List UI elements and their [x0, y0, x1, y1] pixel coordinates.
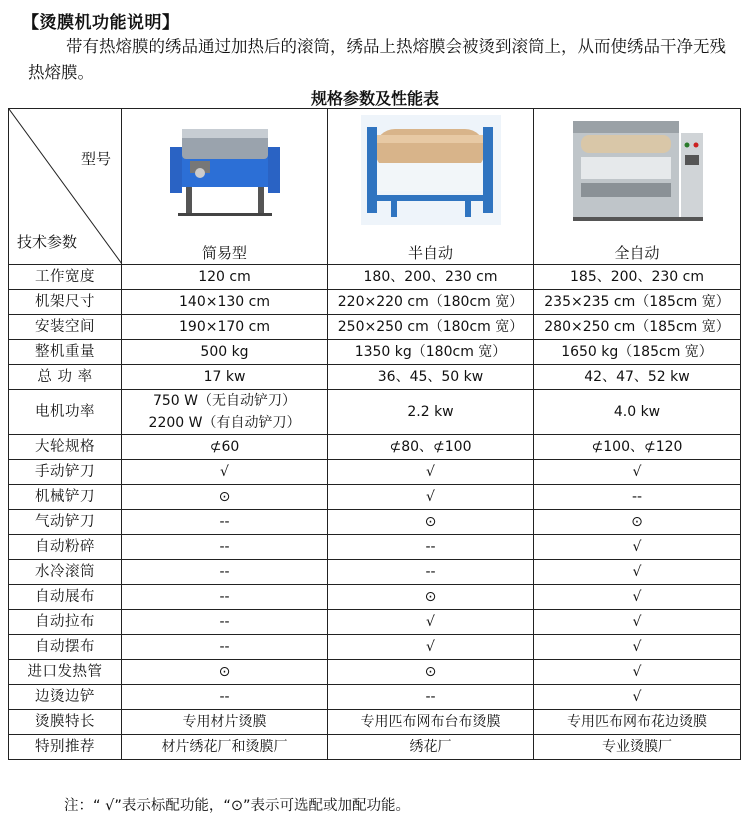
value-cell: √ [534, 585, 741, 610]
value-cell: 专用匹布网布台布烫膜 [328, 710, 534, 735]
value-cell: 235×235 cm（185cm 宽） [534, 290, 741, 315]
value-cell: √ [534, 660, 741, 685]
spec-table [8, 108, 741, 760]
table-row [9, 610, 741, 635]
param-name: 安装空间 [9, 315, 122, 340]
param-name: 进口发热管 [9, 660, 122, 685]
param-name: 机械铲刀 [9, 485, 122, 510]
value-cell: -- [122, 685, 328, 710]
diagonal-header-cell [9, 109, 122, 265]
value-cell: 专用匹布网布花边烫膜 [534, 710, 741, 735]
table-row [9, 315, 741, 340]
model-label: 型号 [80, 150, 111, 168]
section-heading: 【烫膜机功能说明】 [22, 13, 180, 33]
value-cell: ⊙ [122, 660, 328, 685]
value-cell: 36、45、50 kw [328, 365, 534, 390]
model-name-simple: 简易型 [201, 244, 247, 262]
value-cell: ⊙ [122, 485, 328, 510]
full-auto-ironing-machine-photo [567, 115, 707, 225]
value-cell: -- [122, 535, 328, 560]
table-row [9, 535, 741, 560]
table-row [9, 390, 741, 435]
table-row [9, 290, 741, 315]
param-name: 机架尺寸 [9, 290, 122, 315]
value-cell: -- [328, 685, 534, 710]
value-cell: ⊙ [328, 585, 534, 610]
value-cell: -- [328, 535, 534, 560]
table-row [9, 265, 741, 290]
value-cell: ⊙ [328, 510, 534, 535]
value-cell: -- [122, 635, 328, 660]
value-cell: √ [534, 460, 741, 485]
value-cell: 绣花厂 [328, 735, 534, 760]
value-cell: √ [534, 635, 741, 660]
value-cell: 17 kw [122, 365, 328, 390]
model-cell-simple [122, 109, 328, 265]
value-cell: √ [534, 610, 741, 635]
param-name: 特别推荐 [9, 735, 122, 760]
table-row [9, 510, 741, 535]
table-row [9, 340, 741, 365]
model-name-semi: 半自动 [407, 244, 453, 262]
param-name: 自动粉碎 [9, 535, 122, 560]
table-row [9, 660, 741, 685]
value-line: 2200 W（有自动铲刀） [148, 415, 301, 431]
legend-note: 注：“ √”表示标配功能，“⊙”表示可选配或加配功能。 [64, 798, 411, 814]
model-name-full: 全自动 [614, 244, 660, 262]
value-cell: ⊙ [534, 510, 741, 535]
model-cell-semi [328, 109, 534, 265]
value-cell: 180、200、230 cm [328, 265, 534, 290]
value-cell: -- [122, 585, 328, 610]
value-cell: 2.2 kw [328, 390, 534, 435]
intro-paragraph [28, 34, 728, 86]
value-cell: -- [122, 510, 328, 535]
value-cell [122, 390, 328, 435]
value-cell: -- [122, 560, 328, 585]
value-cell: √ [534, 685, 741, 710]
simple-ironing-machine-photo [160, 115, 290, 220]
value-cell: √ [328, 610, 534, 635]
value-cell: 185、200、230 cm [534, 265, 741, 290]
param-label: 技术参数 [17, 233, 78, 251]
table-row [9, 685, 741, 710]
value-cell: 4.0 kw [534, 390, 741, 435]
value-cell: 280×250 cm（185cm 宽） [534, 315, 741, 340]
value-cell: √ [328, 635, 534, 660]
intro-text: 带有热熔膜的绣品通过加热后的滚筒，绣品上热熔膜会被烫到滚筒上，从而使绣品干净无残热熔膜。 [28, 37, 726, 82]
table-row [9, 485, 741, 510]
value-cell: 500 kg [122, 340, 328, 365]
table-row [9, 560, 741, 585]
value-cell: 专用材片烫膜 [122, 710, 328, 735]
value-cell: √ [328, 485, 534, 510]
value-cell: ⊄100、⊄120 [534, 435, 741, 460]
param-name: 气动铲刀 [9, 510, 122, 535]
value-cell: 42、47、52 kw [534, 365, 741, 390]
table-row [9, 635, 741, 660]
value-cell: 1350 kg（180cm 宽） [328, 340, 534, 365]
value-cell: 140×130 cm [122, 290, 328, 315]
value-cell: ⊄80、⊄100 [328, 435, 534, 460]
value-cell: 220×220 cm（180cm 宽） [328, 290, 534, 315]
value-cell: 材片绣花厂和烫膜厂 [122, 735, 328, 760]
param-name: 工作宽度 [9, 265, 122, 290]
value-cell: √ [328, 460, 534, 485]
value-cell: ⊙ [328, 660, 534, 685]
param-name: 烫膜特长 [9, 710, 122, 735]
table-row [9, 735, 741, 760]
table-row [9, 365, 741, 390]
value-cell: √ [122, 460, 328, 485]
value-cell: 190×170 cm [122, 315, 328, 340]
param-name: 自动展布 [9, 585, 122, 610]
param-name: 自动摆布 [9, 635, 122, 660]
param-name: 电机功率 [9, 390, 122, 435]
table-row [9, 435, 741, 460]
value-cell: 120 cm [122, 265, 328, 290]
param-name: 自动拉布 [9, 610, 122, 635]
model-cell-full [534, 109, 741, 265]
value-cell: √ [534, 560, 741, 585]
semi-auto-ironing-machine-photo [361, 115, 501, 225]
param-name: 边烫边铲 [9, 685, 122, 710]
param-name: 总 功 率 [9, 365, 122, 390]
param-name: 大轮规格 [9, 435, 122, 460]
table-title: 规格参数及性能表 [310, 89, 439, 108]
value-cell: 专业烫膜厂 [534, 735, 741, 760]
param-name: 手动铲刀 [9, 460, 122, 485]
table-header-row [9, 109, 741, 265]
value-cell: 250×250 cm（180cm 宽） [328, 315, 534, 340]
value-cell: -- [534, 485, 741, 510]
param-name: 水冷滚筒 [9, 560, 122, 585]
value-cell: ⊄60 [122, 435, 328, 460]
value-line: 750 W（无自动铲刀） [152, 393, 296, 409]
table-row [9, 710, 741, 735]
value-cell: 1650 kg（185cm 宽） [534, 340, 741, 365]
table-row [9, 460, 741, 485]
value-cell: √ [534, 535, 741, 560]
param-name: 整机重量 [9, 340, 122, 365]
table-row [9, 585, 741, 610]
value-cell: -- [122, 610, 328, 635]
value-cell: -- [328, 560, 534, 585]
